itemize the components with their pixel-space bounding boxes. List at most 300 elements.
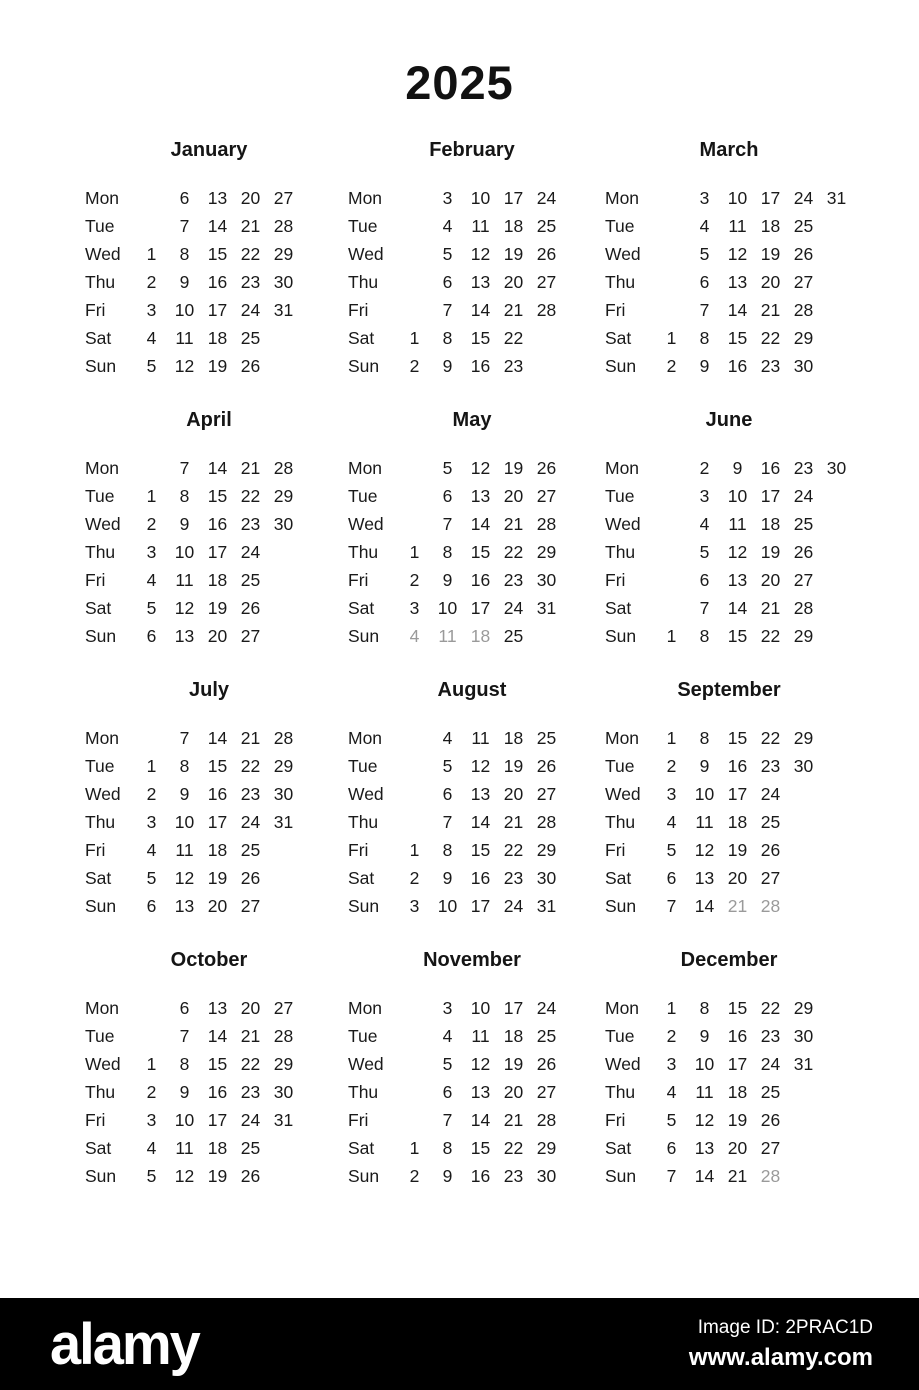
date-cell: 20 bbox=[207, 626, 228, 646]
date-cell: 20 bbox=[760, 570, 781, 590]
date-cell: 19 bbox=[727, 840, 748, 860]
date-cell: 8 bbox=[442, 840, 453, 860]
date-cell-empty bbox=[820, 622, 853, 650]
date-cell: 28 bbox=[760, 896, 781, 916]
day-label: Tue bbox=[85, 216, 115, 236]
date-cell: 20 bbox=[503, 486, 524, 506]
date-cell-empty bbox=[300, 1106, 333, 1134]
day-row-sat bbox=[605, 864, 853, 892]
date-cell: 17 bbox=[207, 542, 228, 562]
day-label: Sun bbox=[605, 356, 637, 376]
date-cell-empty bbox=[787, 1078, 820, 1106]
date-cell: 17 bbox=[503, 188, 524, 208]
date-cell: 11 bbox=[728, 514, 747, 534]
date-cell: 22 bbox=[503, 1138, 524, 1158]
date-cell: 3 bbox=[409, 598, 420, 618]
date-cell: 9 bbox=[179, 1082, 190, 1102]
date-cell-empty bbox=[300, 808, 333, 836]
date-cell: 10 bbox=[174, 1110, 195, 1130]
date-cell-empty bbox=[787, 1162, 820, 1190]
date-cell-empty bbox=[563, 1134, 596, 1162]
date-cell: 6 bbox=[442, 272, 453, 292]
date-cell-empty bbox=[820, 1078, 853, 1106]
day-label: Fri bbox=[348, 300, 369, 320]
day-label: Thu bbox=[85, 272, 116, 292]
date-cell: 14 bbox=[694, 1166, 715, 1186]
day-row-wed bbox=[605, 240, 853, 268]
date-cell: 27 bbox=[760, 1138, 781, 1158]
date-cell-empty bbox=[563, 1022, 596, 1050]
date-cell: 23 bbox=[240, 784, 261, 804]
date-cell-empty bbox=[398, 212, 431, 240]
date-cell: 4 bbox=[442, 1026, 453, 1046]
month-june bbox=[605, 408, 853, 650]
date-cell-empty bbox=[563, 510, 596, 538]
date-cell: 1 bbox=[146, 756, 157, 776]
date-cell: 21 bbox=[760, 300, 781, 320]
day-label: Wed bbox=[605, 784, 641, 804]
date-cell: 13 bbox=[694, 1138, 715, 1158]
date-cell: 30 bbox=[536, 868, 557, 888]
date-cell: 26 bbox=[240, 868, 261, 888]
date-cell-empty bbox=[267, 836, 300, 864]
date-cell-empty bbox=[820, 1134, 853, 1162]
day-row-mon bbox=[605, 184, 853, 212]
day-row-fri bbox=[85, 836, 333, 864]
date-cell: 9 bbox=[179, 272, 190, 292]
date-cell-empty bbox=[563, 212, 596, 240]
date-cell: 2 bbox=[409, 356, 420, 376]
date-cell-empty bbox=[820, 1050, 853, 1078]
date-cell-empty bbox=[300, 892, 333, 920]
date-cell: 5 bbox=[699, 542, 710, 562]
day-label: Thu bbox=[605, 542, 636, 562]
day-label: Wed bbox=[348, 244, 384, 264]
day-label: Tue bbox=[348, 756, 378, 776]
date-cell-empty bbox=[267, 352, 300, 380]
day-row-tue bbox=[348, 482, 596, 510]
date-cell-empty bbox=[398, 724, 431, 752]
date-cell: 22 bbox=[240, 756, 261, 776]
date-cell: 3 bbox=[442, 998, 453, 1018]
date-cell: 21 bbox=[727, 896, 748, 916]
date-cell: 17 bbox=[727, 784, 748, 804]
date-cell: 9 bbox=[442, 570, 453, 590]
day-label: Mon bbox=[348, 998, 383, 1018]
date-cell: 6 bbox=[442, 1082, 453, 1102]
date-cell: 5 bbox=[699, 244, 710, 264]
date-cell: 6 bbox=[179, 998, 190, 1018]
date-cell: 23 bbox=[760, 756, 781, 776]
date-cell: 23 bbox=[503, 1166, 524, 1186]
day-label: Tue bbox=[348, 216, 378, 236]
date-cell: 19 bbox=[760, 244, 781, 264]
date-cell-empty bbox=[398, 454, 431, 482]
date-cell: 12 bbox=[470, 244, 491, 264]
date-cell: 14 bbox=[694, 896, 715, 916]
date-cell: 13 bbox=[727, 570, 748, 590]
date-cell: 4 bbox=[666, 812, 677, 832]
date-cell: 25 bbox=[536, 216, 557, 236]
date-cell-empty bbox=[300, 752, 333, 780]
date-cell-empty bbox=[563, 538, 596, 566]
date-cell: 24 bbox=[793, 486, 814, 506]
date-cell-empty bbox=[300, 1078, 333, 1106]
day-label: Mon bbox=[605, 458, 640, 478]
date-cell: 9 bbox=[442, 1166, 453, 1186]
day-label: Mon bbox=[85, 998, 120, 1018]
day-label: Thu bbox=[85, 812, 116, 832]
month-december bbox=[605, 948, 853, 1190]
date-cell-empty bbox=[267, 538, 300, 566]
date-cell: 29 bbox=[273, 756, 294, 776]
date-cell-empty bbox=[655, 212, 688, 240]
date-cell: 9 bbox=[699, 756, 710, 776]
day-label: Sun bbox=[85, 896, 117, 916]
day-label: Thu bbox=[605, 272, 636, 292]
date-cell: 15 bbox=[470, 840, 491, 860]
date-cell: 7 bbox=[179, 728, 190, 748]
day-label: Fri bbox=[605, 840, 626, 860]
date-cell: 15 bbox=[727, 998, 748, 1018]
date-cell: 26 bbox=[536, 756, 557, 776]
day-row-wed bbox=[605, 1050, 853, 1078]
date-cell: 15 bbox=[470, 328, 491, 348]
date-cell: 20 bbox=[727, 1138, 748, 1158]
date-cell: 24 bbox=[503, 598, 524, 618]
day-label: Sun bbox=[348, 356, 380, 376]
date-cell: 28 bbox=[273, 1026, 294, 1046]
date-cell: 24 bbox=[793, 188, 814, 208]
date-cell: 2 bbox=[146, 784, 157, 804]
date-cell-empty bbox=[267, 864, 300, 892]
date-cell: 21 bbox=[240, 458, 261, 478]
date-cell-empty bbox=[563, 1050, 596, 1078]
date-cell: 5 bbox=[442, 244, 453, 264]
date-cell-empty bbox=[300, 296, 333, 324]
day-label: Wed bbox=[605, 514, 641, 534]
day-label: Sun bbox=[85, 626, 117, 646]
date-cell: 9 bbox=[442, 356, 453, 376]
month-title: June bbox=[705, 409, 753, 431]
day-row-tue bbox=[605, 1022, 853, 1050]
date-cell: 26 bbox=[793, 542, 814, 562]
day-row-wed bbox=[348, 1050, 596, 1078]
day-row-fri bbox=[85, 296, 333, 324]
date-cell-empty bbox=[300, 864, 333, 892]
date-cell: 16 bbox=[470, 356, 491, 376]
date-cell: 27 bbox=[240, 626, 261, 646]
day-row-thu bbox=[85, 538, 333, 566]
date-cell: 18 bbox=[470, 626, 491, 646]
day-row-fri bbox=[605, 1106, 853, 1134]
date-cell-empty bbox=[398, 510, 431, 538]
date-cell: 11 bbox=[175, 1138, 194, 1158]
day-label: Thu bbox=[348, 272, 379, 292]
date-cell-empty bbox=[300, 566, 333, 594]
date-cell-empty bbox=[300, 212, 333, 240]
date-cell-empty bbox=[820, 1022, 853, 1050]
date-cell-empty bbox=[267, 566, 300, 594]
watermark-bar bbox=[0, 1298, 919, 1390]
day-row-thu bbox=[605, 808, 853, 836]
date-cell: 18 bbox=[760, 514, 781, 534]
date-cell-empty bbox=[820, 1106, 853, 1134]
date-cell-empty bbox=[655, 482, 688, 510]
date-cell: 22 bbox=[503, 840, 524, 860]
date-cell: 2 bbox=[409, 868, 420, 888]
date-cell: 10 bbox=[174, 542, 195, 562]
day-row-wed bbox=[85, 1050, 333, 1078]
date-cell: 14 bbox=[207, 216, 228, 236]
date-cell: 3 bbox=[699, 486, 710, 506]
date-cell: 1 bbox=[409, 1138, 420, 1158]
month-title: July bbox=[188, 679, 230, 701]
date-cell-empty bbox=[820, 864, 853, 892]
day-label: Wed bbox=[85, 784, 121, 804]
date-cell: 25 bbox=[503, 626, 524, 646]
date-cell: 1 bbox=[146, 244, 157, 264]
date-cell: 15 bbox=[207, 486, 228, 506]
day-label: Sun bbox=[605, 896, 637, 916]
date-cell-empty bbox=[820, 352, 853, 380]
date-cell: 1 bbox=[666, 626, 677, 646]
day-label: Thu bbox=[85, 542, 116, 562]
date-cell-empty bbox=[300, 622, 333, 650]
day-row-sun bbox=[85, 1162, 333, 1190]
date-cell: 6 bbox=[146, 896, 157, 916]
date-cell: 26 bbox=[760, 840, 781, 860]
date-cell: 8 bbox=[179, 756, 190, 776]
date-cell: 11 bbox=[695, 1082, 714, 1102]
date-cell: 24 bbox=[760, 784, 781, 804]
month-title: January bbox=[170, 139, 248, 161]
date-cell: 4 bbox=[666, 1082, 677, 1102]
date-cell: 29 bbox=[793, 626, 814, 646]
date-cell: 12 bbox=[694, 1110, 715, 1130]
date-cell-empty bbox=[267, 594, 300, 622]
day-label: Fri bbox=[348, 1110, 369, 1130]
date-cell: 6 bbox=[666, 868, 677, 888]
day-label: Fri bbox=[85, 1110, 106, 1130]
date-cell: 21 bbox=[503, 812, 524, 832]
date-cell: 8 bbox=[699, 728, 710, 748]
day-label: Sun bbox=[605, 626, 637, 646]
date-cell: 30 bbox=[826, 458, 847, 478]
date-cell: 1 bbox=[409, 542, 420, 562]
day-row-fri bbox=[85, 566, 333, 594]
date-cell: 28 bbox=[273, 458, 294, 478]
date-cell: 4 bbox=[442, 216, 453, 236]
month-may bbox=[348, 408, 596, 650]
date-cell: 7 bbox=[666, 1166, 677, 1186]
date-cell-empty bbox=[267, 324, 300, 352]
date-cell: 26 bbox=[536, 244, 557, 264]
date-cell: 27 bbox=[793, 570, 814, 590]
day-row-thu bbox=[605, 538, 853, 566]
date-cell: 8 bbox=[699, 998, 710, 1018]
date-cell: 12 bbox=[174, 868, 195, 888]
date-cell-empty bbox=[267, 1162, 300, 1190]
date-cell: 14 bbox=[470, 1110, 491, 1130]
day-label: Sun bbox=[348, 1166, 380, 1186]
day-label: Tue bbox=[348, 486, 378, 506]
date-cell: 13 bbox=[174, 626, 195, 646]
date-cell: 4 bbox=[699, 514, 710, 534]
day-row-thu bbox=[85, 1078, 333, 1106]
day-label: Wed bbox=[85, 244, 121, 264]
month-april bbox=[85, 408, 333, 650]
date-cell: 5 bbox=[666, 1110, 677, 1130]
date-cell: 25 bbox=[240, 1138, 261, 1158]
date-cell: 14 bbox=[727, 300, 748, 320]
day-label: Tue bbox=[605, 486, 635, 506]
date-cell: 22 bbox=[503, 328, 524, 348]
date-cell: 21 bbox=[240, 728, 261, 748]
date-cell: 6 bbox=[179, 188, 190, 208]
date-cell: 3 bbox=[666, 1054, 677, 1074]
date-cell: 9 bbox=[732, 458, 743, 478]
date-cell: 15 bbox=[727, 626, 748, 646]
day-row-tue bbox=[85, 212, 333, 240]
date-cell: 16 bbox=[207, 514, 228, 534]
date-cell-empty bbox=[530, 352, 563, 380]
date-cell-empty bbox=[655, 538, 688, 566]
date-cell-empty bbox=[300, 1050, 333, 1078]
date-cell: 9 bbox=[179, 784, 190, 804]
day-row-sat bbox=[348, 864, 596, 892]
date-cell: 25 bbox=[536, 728, 557, 748]
day-row-sun bbox=[348, 622, 596, 650]
date-cell: 23 bbox=[760, 356, 781, 376]
date-cell: 5 bbox=[146, 356, 157, 376]
date-cell: 7 bbox=[179, 216, 190, 236]
date-cell: 10 bbox=[727, 188, 748, 208]
day-row-tue bbox=[605, 212, 853, 240]
day-row-fri bbox=[605, 566, 853, 594]
day-label: Wed bbox=[348, 1054, 384, 1074]
date-cell: 19 bbox=[207, 598, 228, 618]
date-cell: 5 bbox=[146, 598, 157, 618]
date-cell: 10 bbox=[694, 784, 715, 804]
date-cell: 5 bbox=[666, 840, 677, 860]
date-cell-empty bbox=[300, 1022, 333, 1050]
date-cell: 17 bbox=[470, 598, 491, 618]
date-cell: 27 bbox=[536, 272, 557, 292]
date-cell-empty bbox=[398, 994, 431, 1022]
date-cell: 16 bbox=[727, 756, 748, 776]
date-cell-empty bbox=[820, 510, 853, 538]
date-cell: 4 bbox=[146, 328, 157, 348]
day-row-sat bbox=[85, 864, 333, 892]
date-cell: 16 bbox=[470, 868, 491, 888]
date-cell: 25 bbox=[760, 812, 781, 832]
date-cell-empty bbox=[820, 240, 853, 268]
day-row-fri bbox=[85, 1106, 333, 1134]
date-cell: 17 bbox=[207, 300, 228, 320]
date-cell-empty bbox=[655, 566, 688, 594]
date-cell-empty bbox=[563, 724, 596, 752]
date-cell: 30 bbox=[793, 356, 814, 376]
date-cell-empty bbox=[563, 1078, 596, 1106]
day-row-sun bbox=[348, 352, 596, 380]
date-cell: 21 bbox=[503, 1110, 524, 1130]
date-cell: 23 bbox=[503, 868, 524, 888]
date-cell: 7 bbox=[442, 812, 453, 832]
date-cell: 20 bbox=[503, 784, 524, 804]
date-cell: 8 bbox=[699, 328, 710, 348]
day-label: Tue bbox=[605, 216, 635, 236]
day-row-mon bbox=[605, 994, 853, 1022]
date-cell: 24 bbox=[536, 188, 557, 208]
date-cell: 15 bbox=[207, 756, 228, 776]
day-row-wed bbox=[348, 240, 596, 268]
day-label: Sat bbox=[348, 868, 375, 888]
day-label: Mon bbox=[605, 728, 640, 748]
day-label: Wed bbox=[85, 514, 121, 534]
date-cell: 6 bbox=[666, 1138, 677, 1158]
day-label: Sun bbox=[605, 1166, 637, 1186]
date-cell-empty bbox=[563, 454, 596, 482]
date-cell: 29 bbox=[536, 542, 557, 562]
day-row-mon bbox=[348, 454, 596, 482]
date-cell-empty bbox=[300, 538, 333, 566]
date-cell-empty bbox=[398, 1106, 431, 1134]
date-cell: 3 bbox=[699, 188, 710, 208]
date-cell: 23 bbox=[793, 458, 814, 478]
date-cell-empty bbox=[820, 1162, 853, 1190]
date-cell: 24 bbox=[240, 300, 261, 320]
date-cell: 4 bbox=[442, 728, 453, 748]
date-cell: 21 bbox=[240, 216, 261, 236]
date-cell: 28 bbox=[793, 300, 814, 320]
date-cell: 22 bbox=[240, 486, 261, 506]
date-cell: 10 bbox=[174, 812, 195, 832]
date-cell-empty bbox=[820, 752, 853, 780]
date-cell: 11 bbox=[471, 1026, 490, 1046]
date-cell: 24 bbox=[240, 1110, 261, 1130]
date-cell: 24 bbox=[240, 812, 261, 832]
date-cell: 19 bbox=[503, 244, 524, 264]
date-cell-empty bbox=[820, 836, 853, 864]
date-cell: 28 bbox=[273, 728, 294, 748]
date-cell-empty bbox=[300, 994, 333, 1022]
date-cell: 30 bbox=[273, 1082, 294, 1102]
date-cell: 28 bbox=[536, 812, 557, 832]
date-cell: 29 bbox=[793, 998, 814, 1018]
date-cell-empty bbox=[563, 808, 596, 836]
date-cell-empty bbox=[398, 296, 431, 324]
date-cell: 18 bbox=[207, 570, 228, 590]
date-cell: 7 bbox=[666, 896, 677, 916]
date-cell: 22 bbox=[760, 728, 781, 748]
date-cell-empty bbox=[820, 212, 853, 240]
date-cell-empty bbox=[655, 454, 688, 482]
date-cell-empty bbox=[135, 724, 168, 752]
day-label: Sat bbox=[85, 868, 112, 888]
date-cell: 20 bbox=[240, 188, 261, 208]
date-cell: 18 bbox=[207, 840, 228, 860]
month-title: September bbox=[677, 679, 781, 701]
date-cell: 21 bbox=[727, 1166, 748, 1186]
date-cell: 28 bbox=[793, 598, 814, 618]
day-label: Sat bbox=[605, 598, 632, 618]
date-cell: 14 bbox=[207, 1026, 228, 1046]
month-title: December bbox=[680, 949, 778, 971]
day-row-tue bbox=[85, 752, 333, 780]
date-cell: 14 bbox=[470, 300, 491, 320]
day-row-sat bbox=[85, 1134, 333, 1162]
